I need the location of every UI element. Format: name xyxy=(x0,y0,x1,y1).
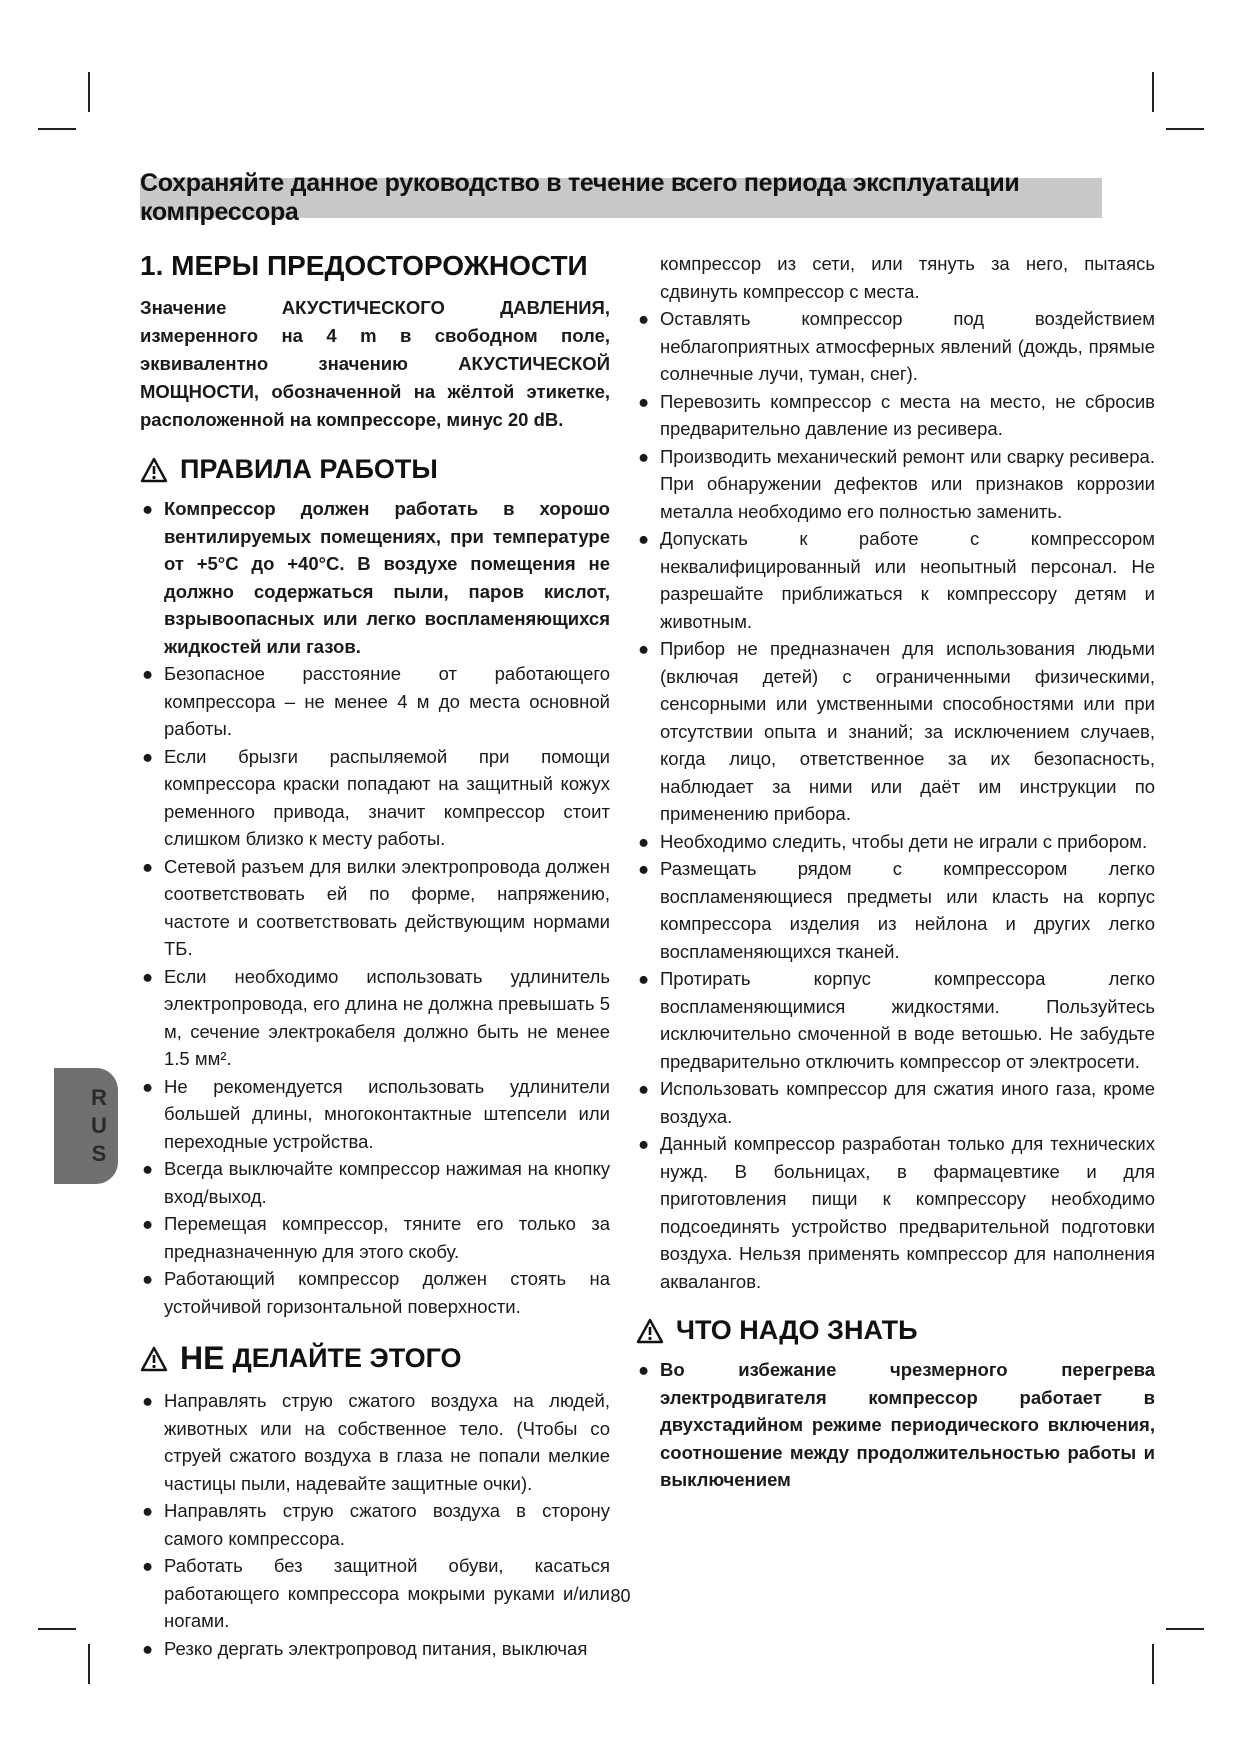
crop-mark xyxy=(1166,128,1204,130)
section-title-dont xyxy=(140,1340,610,1377)
section-title-know xyxy=(636,1315,1155,1346)
list-item: ● Прибор не предназначен для использования людьми (включая детей) с ограниченными физическими, сенсорными или умственными способностями или при отсутствии опыта и знаний; за исключением случаев, когда лицо, ответственное за их безопасность, наблюдает за ними или даёт им инструкции по применению прибора. xyxy=(638,638,1155,824)
list-item: ● Производить механический ремонт или сварку ресивера. При обнаружении дефектов или признаков коррозии металла необходимо его полностью заменить. xyxy=(638,445,1155,522)
language-letter: R xyxy=(91,1085,107,1110)
warning-icon xyxy=(140,457,168,483)
know-list xyxy=(636,1356,1155,1494)
language-tab xyxy=(54,1068,118,1184)
rules-title-text: ПРАВИЛА РАБОТЫ xyxy=(180,454,438,484)
list-item: ● Сетевой разъем для вилки электропровода должен соответствовать ей по форме, напряжению, частоте и соответствовать действующим нормами ТБ. xyxy=(142,855,610,959)
list-item: ● Протирать корпус компрессора легко воспламеняющимися жидкостями. Пользуйтесь исключительно смоченной в воде ветошью. Не забудьте предварительно отключить компрессор от электросети. xyxy=(638,968,1155,1072)
banner-text: Сохраняйте данное руководство в течение всего периода эксплуатации компрессора xyxy=(140,169,1020,226)
list-item: ● Работать без защитной обуви, касаться работающего компрессора мокрыми руками и/или ногами. xyxy=(142,1555,610,1631)
list-item: ● Компрессор должен работать в хорошо вентилируемых помещениях, при температуре от +5°C до +40°C. В воздухе помещения не должно содержаться пыли, паров кислот, взрывоопасных или легко воспламеняющихся жидкостей или газов. xyxy=(142,498,610,657)
list-item: ● Всегда выключайте компрессор нажимая на кнопку вход/выход. xyxy=(142,1158,610,1207)
crop-mark xyxy=(1152,72,1154,112)
list-item: ● Оставлять компрессор под воздействием неблагоприятных атмосферных явлений (дождь, прямые солнечные лучи, туман, снег). xyxy=(638,308,1155,384)
section-title-rules xyxy=(140,454,610,485)
dont-list-continued xyxy=(636,305,1155,1295)
list-item: ● Во избежание чрезмерного перегрева электродвигателя компрессор работает в двухстадийном режиме периодического включения, соотношение между продолжительностью работы и выключением xyxy=(638,1359,1155,1490)
list-item: ● Резко дергать электропровод питания, выключая xyxy=(142,1637,588,1659)
dont-list xyxy=(140,1387,610,1662)
list-item: ● Перевозить компрессор с места на место, не сбросив предварительно давление из ресивера. xyxy=(638,390,1155,439)
crop-mark xyxy=(38,1628,76,1630)
left-column xyxy=(140,248,610,1662)
acoustic-note: Значение АКУСТИЧЕСКОГО ДАВЛЕНИЯ, измеренного на 4 m в свободном поле, эквивалентно значению АКУСТИЧЕСКОЙ МОЩНОСТИ, обозначенной на жёлтой этикетке, расположенной на компрессоре, минус 20 dB. xyxy=(140,297,610,430)
list-item: ● Допускать к работе с компрессором неквалифицированный или неопытный персонал. Не разрешайте приближаться к компрессору детям и животным. xyxy=(638,528,1155,632)
warning-icon xyxy=(140,1346,168,1372)
list-item: ● Работающий компрессор должен стоять на устойчивой горизонтальной поверхности. xyxy=(142,1268,610,1317)
dont-title-big: НЕ xyxy=(180,1340,225,1376)
crop-mark xyxy=(38,128,76,130)
crop-mark xyxy=(88,72,90,112)
right-column xyxy=(636,250,1155,1494)
crop-mark xyxy=(1152,1644,1154,1684)
dont-title-rest: ДЕЛАЙТЕ ЭТОГО xyxy=(232,1343,462,1373)
list-item: ● Безопасное расстояние от работающего компрессора – не менее 4 м до места основной работы. xyxy=(142,663,610,739)
header-banner xyxy=(140,169,1102,226)
language-letter: U xyxy=(91,1113,107,1138)
language-letter: S xyxy=(91,1141,107,1166)
know-title-text: ЧТО НАДО ЗНАТЬ xyxy=(676,1315,918,1345)
crop-mark xyxy=(1166,1628,1204,1630)
crop-mark xyxy=(88,1644,90,1684)
list-item: ● Если брызги распыляемой при помощи компрессора краски попадают на защитный кожух ременного привода, значит компрессор стоит слишком близко к месту работы. xyxy=(142,745,610,849)
list-item: ● Перемещая компрессор, тяните его только за предназначенную для этого скобу. xyxy=(142,1213,610,1262)
list-item: ● Не рекомендуется использовать удлинители большей длины, многоконтактные штепсели или переходные устройства. xyxy=(142,1075,610,1152)
list-item: ● Размещать рядом с компрессором легко воспламеняющиеся предметы или класть на корпус компрессора изделия из нейлона и других легко воспламеняющихся тканей. xyxy=(638,858,1155,962)
section-title-precautions: 1. МЕРЫ ПРЕДОСТОРОЖНОСТИ xyxy=(140,250,588,281)
page-number: 80 xyxy=(610,1586,631,1606)
list-item: ● Направлять струю сжатого воздуха на людей, животных или на собственное тело. (Чтобы со струей сжатого воздуха в глаза не попали мелкие частицы пыли, надевайте защитные очки). xyxy=(142,1390,610,1494)
dont-continuation: компрессор из сети, или тянуть за него, пытаясь сдвинуть компрессор с места. xyxy=(660,253,1155,302)
list-item: ● Использовать компрессор для сжатия иного газа, кроме воздуха. xyxy=(638,1078,1155,1127)
list-item: ● Направлять струю сжатого воздуха в сторону самого компрессора. xyxy=(142,1500,610,1549)
list-item: ● Если необходимо использовать удлинитель электропровода, его длина не должна превышать 5 м, сечение электрокабеля должно быть не менее 1.5 мм². xyxy=(142,965,610,1069)
warning-icon xyxy=(636,1318,664,1344)
list-item: ● Необходимо следить, чтобы дети не играли с прибором. xyxy=(638,830,1148,852)
rules-list xyxy=(140,495,610,1320)
list-item: ● Данный компрессор разработан только для технических нужд. В больницах, в фармацевтике и для приготовления пищи к компрессору необходимо подсоединять устройство предварительной подготовки воздуха. Нельзя применять компрессор для наполнения аквалангов. xyxy=(638,1133,1155,1292)
